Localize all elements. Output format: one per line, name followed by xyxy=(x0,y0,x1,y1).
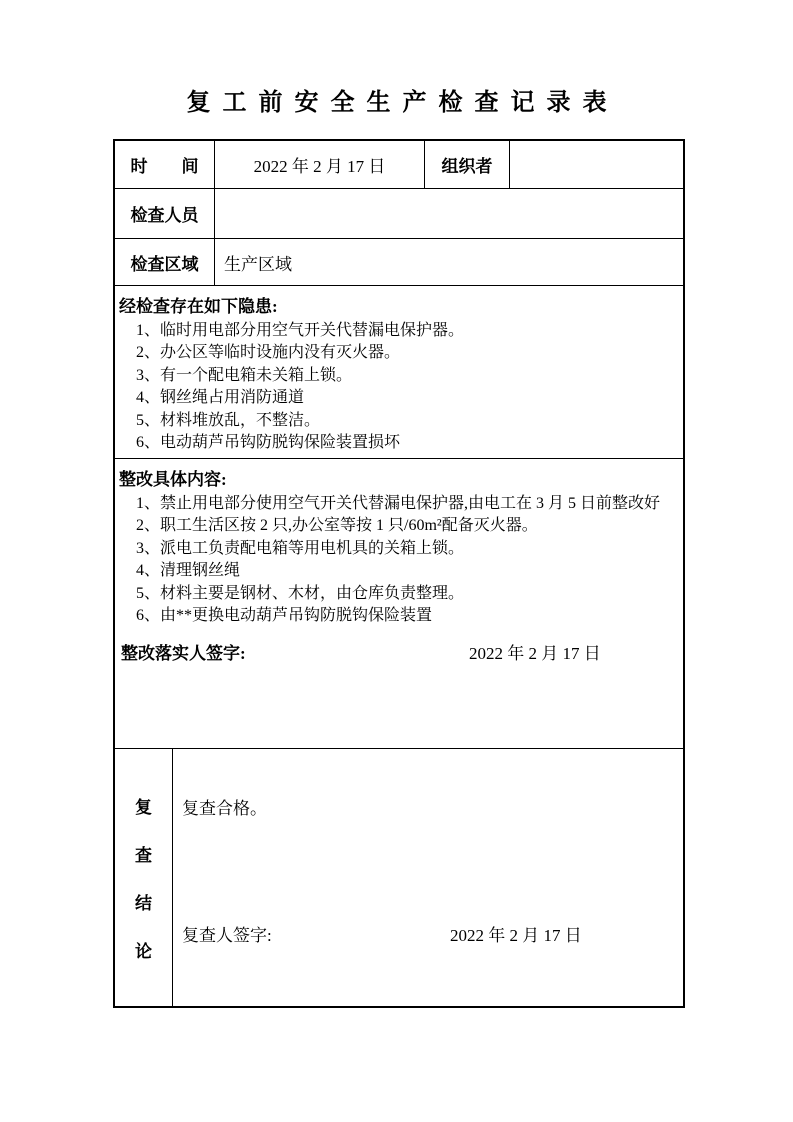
area-label: 检查区域 xyxy=(115,239,215,285)
document-title: 复工前安全生产检查记录表 xyxy=(186,90,619,116)
review-label-char: 结 xyxy=(135,894,152,913)
hazard-item: 6、电动葫芦吊钩防脱钩保险装置损坏 xyxy=(136,434,401,452)
row-time-organizer xyxy=(115,141,683,189)
rectification-item: 5、材料主要是钢材、木材，由仓库负责整理。 xyxy=(136,584,465,602)
hazard-item: 5、材料堆放乱，不整洁。 xyxy=(136,411,321,429)
time-label: 时 间 xyxy=(115,141,215,188)
inspection-form-table xyxy=(113,139,685,1008)
time-value: 2022 年 2 月 17 日 xyxy=(215,141,425,188)
hazards-section xyxy=(115,286,683,459)
review-label xyxy=(115,749,173,1006)
review-label-char: 论 xyxy=(135,942,152,961)
row-area xyxy=(115,239,683,286)
rectification-sign-label: 整改落实人签字: xyxy=(121,644,246,664)
review-sign-label: 复查人签字: xyxy=(182,926,272,945)
hazard-item: 4、钢丝绳占用消防通道 xyxy=(136,389,305,407)
hazard-item: 3、有一个配电箱未关箱上锁。 xyxy=(136,366,353,384)
hazards-list xyxy=(119,320,677,454)
inspectors-value xyxy=(215,189,683,238)
row-inspectors xyxy=(115,189,683,239)
review-label-char: 查 xyxy=(135,846,152,865)
rectification-item: 2、职工生活区按 2 只,办公室等按 1 只/60m²配备灭火器。 xyxy=(136,517,538,535)
review-section xyxy=(115,749,683,1006)
organizer-value xyxy=(510,141,683,188)
review-sign-date: 2022 年 2 月 17 日 xyxy=(450,926,582,945)
rectification-item: 1、禁止用电部分使用空气开关代替漏电保护器,由电工在 3 月 5 日前整改好 xyxy=(136,495,661,512)
review-label-char: 复 xyxy=(135,798,152,817)
inspectors-label: 检查人员 xyxy=(115,189,215,238)
review-conclusion: 复查合格。 xyxy=(182,799,267,818)
rectification-item: 6、由**更换电动葫芦吊钩防脱钩保险装置 xyxy=(136,607,433,625)
rectification-list xyxy=(119,493,677,627)
rectification-section xyxy=(115,459,683,749)
hazards-header: 经检查存在如下隐患: xyxy=(119,297,278,316)
hazard-item: 2、办公区等临时设施内没有灭火器。 xyxy=(136,344,401,362)
rectification-item: 4、清理钢丝绳 xyxy=(136,562,241,580)
rectification-sign-line xyxy=(119,639,677,663)
area-value: 生产区域 xyxy=(224,254,292,274)
organizer-label: 组织者 xyxy=(425,141,510,188)
rectification-sign-date: 2022 年 2 月 17 日 xyxy=(469,644,601,664)
rectification-header: 整改具体内容: xyxy=(119,470,227,489)
hazard-item: 1、临时用电部分用空气开关代替漏电保护器。 xyxy=(136,322,465,339)
review-body xyxy=(173,749,683,1006)
rectification-item: 3、派电工负责配电箱等用电机具的关箱上锁。 xyxy=(136,539,465,557)
